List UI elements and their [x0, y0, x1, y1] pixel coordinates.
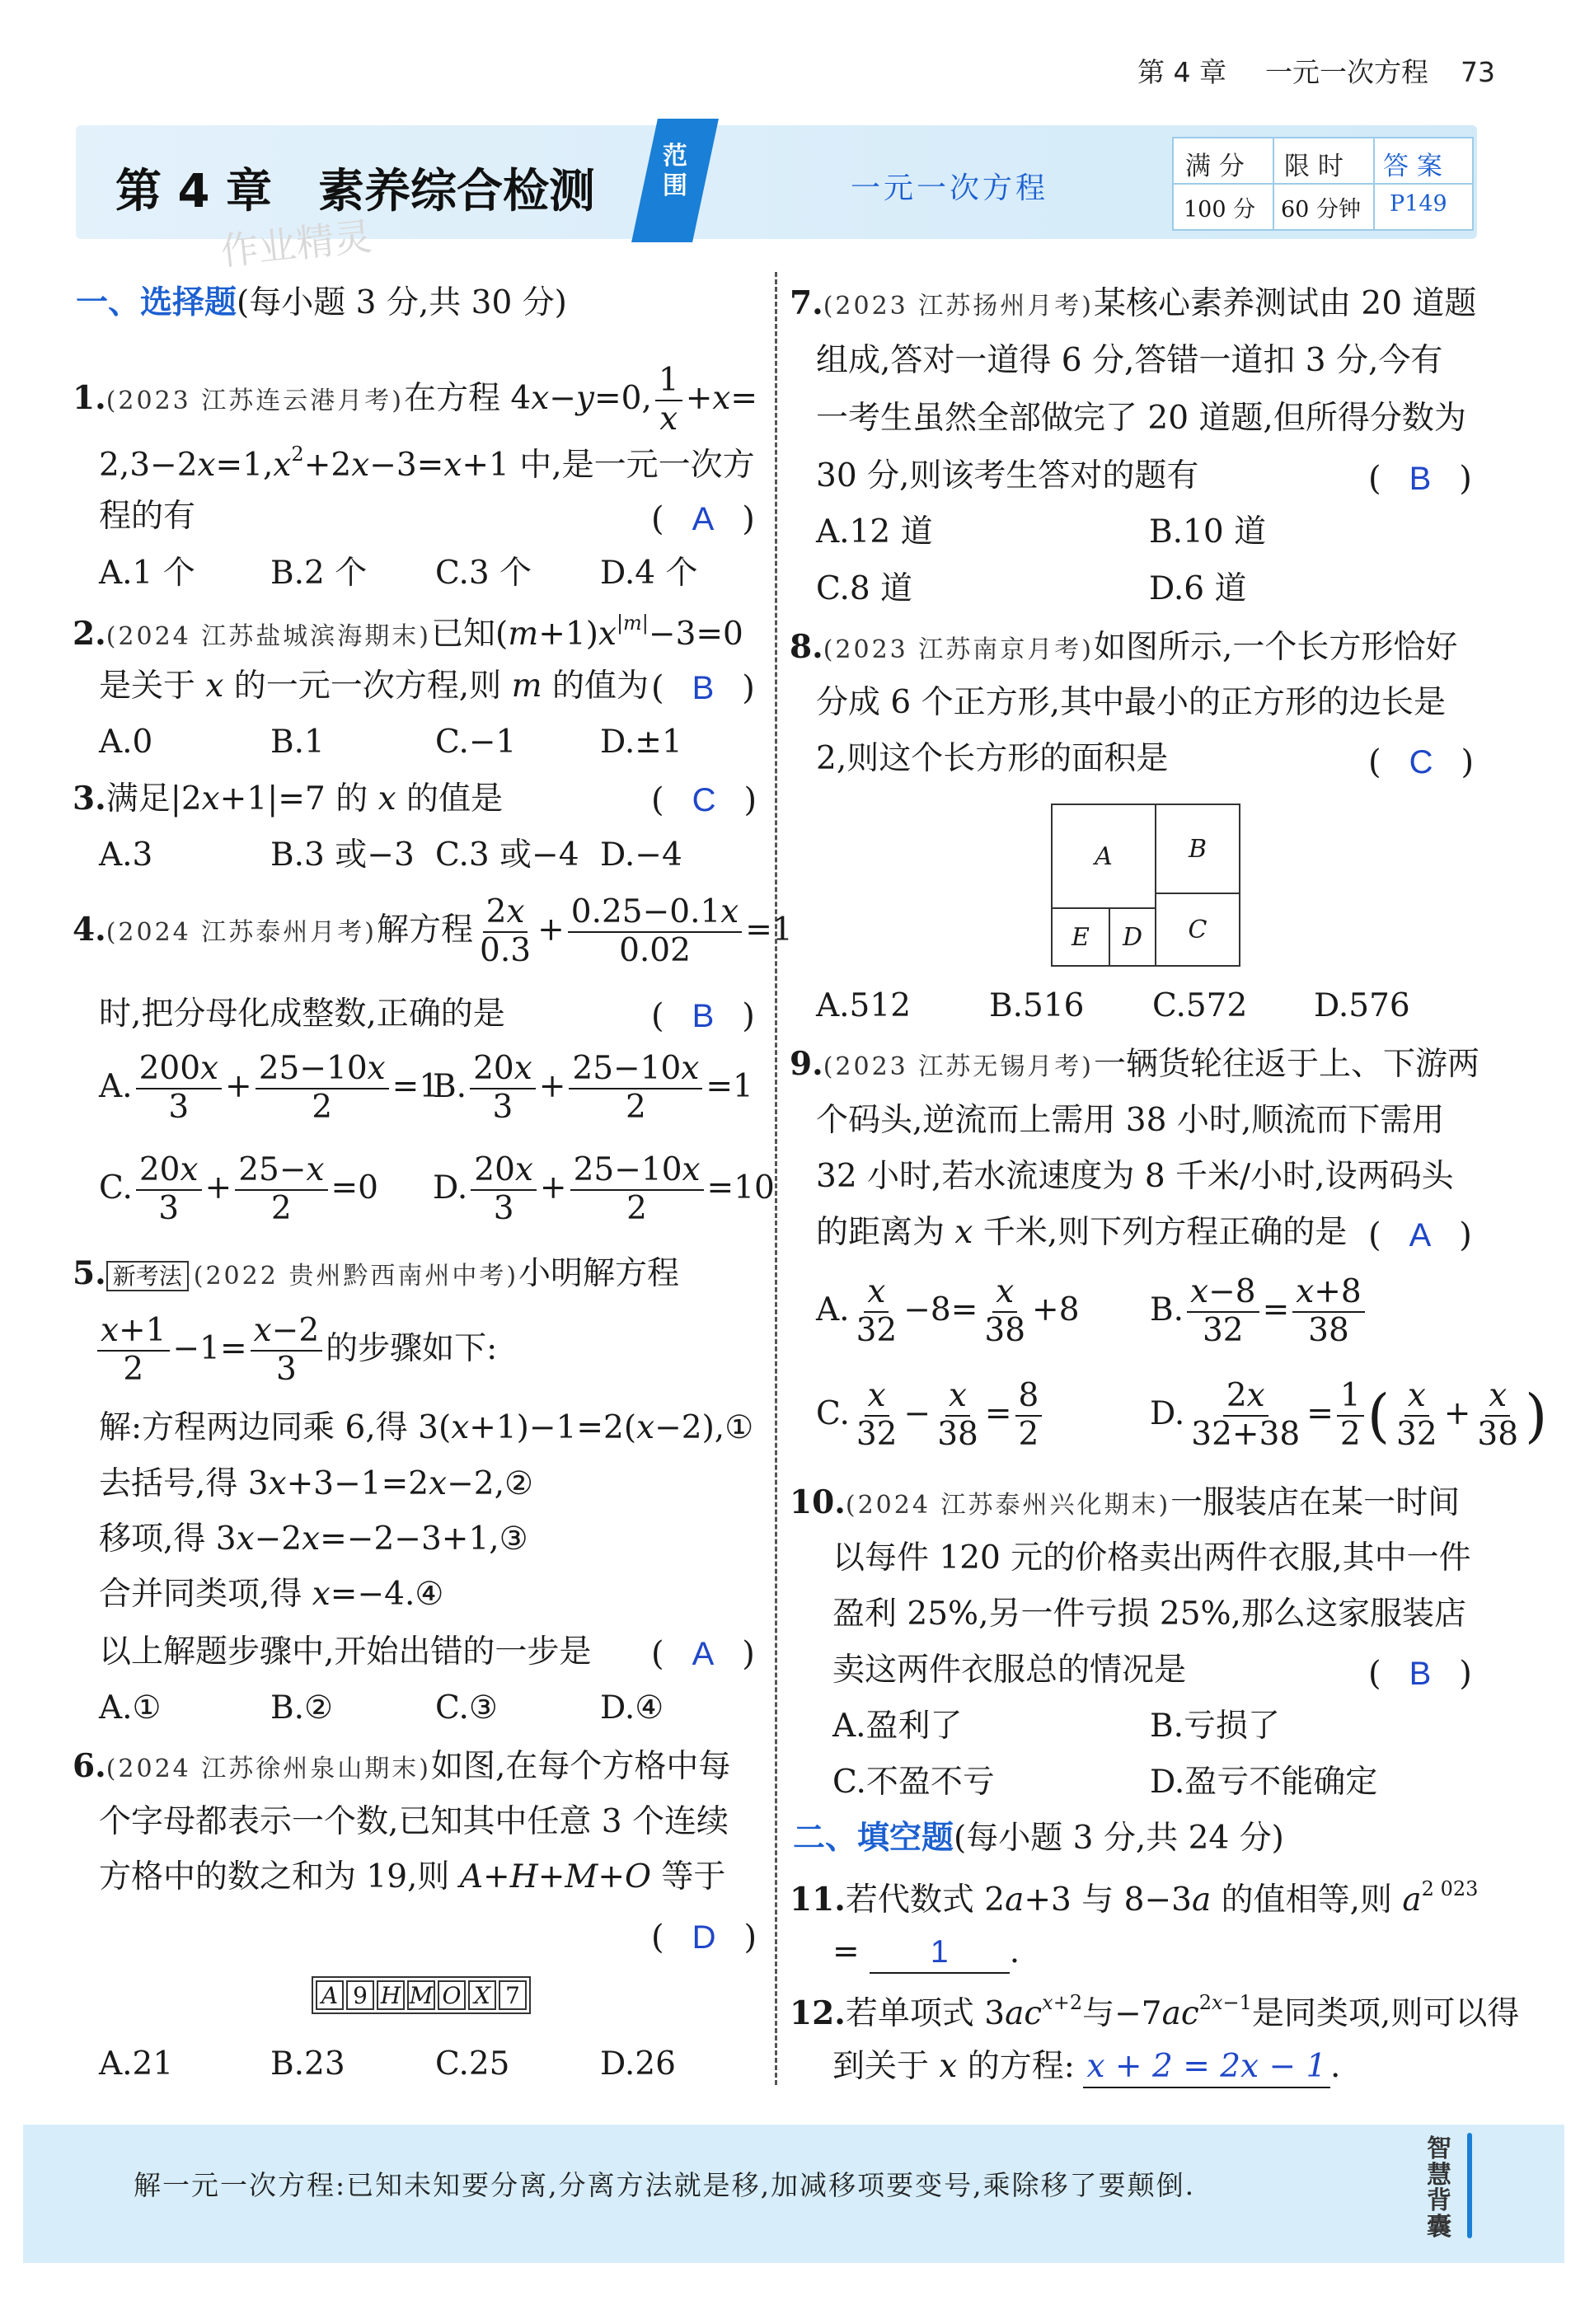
- section-choice-note: (每小题 3 分,共 30 分): [237, 284, 567, 321]
- answer-paren: ( B ): [1368, 460, 1472, 498]
- question-2-line-1: 2.(2024 江苏盐城滨海期末)已知$(m+1)x^{|m|}-3=0$: [73, 611, 743, 653]
- question-7-line-1: 7.(2023 江苏扬州月考)某核心素养测试由 20 道题: [790, 284, 1477, 322]
- chapter-banner: [76, 125, 1477, 274]
- option: B.②: [270, 1689, 334, 1727]
- question-4-option-a: A. $\frac{200x}{3}$ + $\frac{25-10x}{2}$ =1: [99, 1050, 440, 1126]
- question-1-options: [99, 555, 698, 593]
- question-number: 11.: [790, 1881, 846, 1919]
- answer: D: [692, 1919, 716, 1956]
- question-1-line-1: 1.(2023 江苏连云港月考)在方程 4x−y=0, $\frac{1}{x}$ +x=: [73, 362, 758, 438]
- option: B.516: [989, 987, 1085, 1024]
- question-number: 8.: [790, 628, 823, 666]
- question-4-line-2: 时,把分母化成整数,正确的是: [99, 996, 505, 1033]
- answer: x + 2 = 2x − 1: [1086, 2048, 1327, 2085]
- question-source: (2024 江苏徐州泉山期末): [106, 1755, 432, 1783]
- answer: A: [692, 501, 715, 537]
- strip-cell: O: [438, 1980, 466, 2010]
- question-2-line-2: 是关于 x 的一元一次方程,则 m 的值为: [99, 668, 649, 705]
- question-3-line-1: 3.满足|2x+1|=7 的 x 的值是: [73, 780, 503, 818]
- question-8-options: [816, 987, 1410, 1026]
- question-9-option-a: A. $\frac{x}{32}$ −8= $\frac{x}{38}$ +8: [816, 1273, 1080, 1349]
- section-fill-heading: [793, 1820, 1284, 1858]
- square-b: B: [1155, 804, 1240, 894]
- question-source: (2023 江苏扬州月考): [823, 292, 1095, 321]
- question-source: (2024 江苏泰州兴化期末): [845, 1491, 1171, 1520]
- answer-paren: ( B ): [1368, 1655, 1472, 1693]
- question-10-line-1: 10.(2024 江苏泰州兴化期末)一服装店在某一时间: [790, 1483, 1461, 1521]
- question-9-line-4: 的距离为 x 千米,则下列方程正确的是: [816, 1214, 1348, 1251]
- question-source: (2023 江苏南京月考): [823, 635, 1095, 664]
- question-7-line-3: 一考生虽然全部做完了 20 道题,但所得分数为: [816, 400, 1466, 437]
- option: D.盈亏不能确定: [1150, 1764, 1378, 1801]
- question-9-option-b: B. $\frac{x-8}{32}$ = $\frac{x+8}{38}$: [1150, 1274, 1368, 1350]
- info-header-score: 满 分: [1185, 152, 1245, 181]
- question-5-options: [99, 1689, 664, 1728]
- answer: A: [692, 1636, 715, 1672]
- option: B.3 或−3: [270, 836, 415, 874]
- info-table: [1172, 137, 1474, 231]
- question-10-options-row-2: [832, 1764, 1377, 1802]
- question-source: (2022 贵州黔西南州中考): [193, 1262, 519, 1291]
- question-5-step-4: 合并同类项,得 x=−4.④: [99, 1576, 444, 1613]
- section-choice-heading: [76, 284, 567, 323]
- info-header-time: 限 时: [1284, 152, 1343, 181]
- question-number: 5.: [73, 1254, 106, 1292]
- scope: 一元一次方程: [851, 171, 1049, 205]
- section-fill-title: 二、填空题: [793, 1820, 954, 1857]
- footer-side-label: 智慧背囊: [1427, 2134, 1451, 2242]
- question-8-line-3: 2,则这个长方形的面积是: [816, 740, 1169, 777]
- question-number: 3.: [73, 780, 106, 818]
- watermark: 作业精灵: [218, 213, 374, 274]
- info-value-answer: P149: [1390, 191, 1447, 217]
- question-1-line-2: $2,3-2x=1,x^2+2x-3=x+1$ 中,是一元一次方: [99, 443, 755, 484]
- question-6-line-2: 个字母都表示一个数,已知其中任意 3 个连续: [99, 1803, 729, 1840]
- question-source: (2023 江苏无锡月考): [823, 1052, 1095, 1081]
- footer-tip-bar: [23, 2125, 1564, 2263]
- answer: C: [692, 782, 716, 818]
- column-divider: [775, 272, 777, 2085]
- question-11-line-2: = 1 .: [832, 1933, 1020, 1974]
- option: B.亏损了: [1150, 1708, 1281, 1745]
- question-5-line-7: 以上解题步骤中,开始出错的一步是: [99, 1633, 592, 1670]
- answer: B: [692, 998, 715, 1034]
- option: B.1: [270, 724, 325, 761]
- answer: B: [1409, 461, 1432, 497]
- question-5-line-2: $\frac{x+1}{2}$ −1= $\frac{x-2}{3}$ 的步骤如下:: [94, 1313, 497, 1389]
- strip-cell: 7: [499, 1980, 527, 2010]
- option: D.±1: [600, 724, 682, 761]
- question-9-line-2: 个码头,逆流而上需用 38 小时,顺流而下需用: [816, 1102, 1445, 1139]
- running-header-title: 一元一次方程: [1264, 56, 1428, 88]
- question-12-line-2: 到关于 x 的方程: x + 2 = 2x − 1 .: [832, 2048, 1340, 2088]
- question-number: 2.: [73, 615, 106, 653]
- question-8-line-2: 分成 6 个正方形,其中最小的正方形的边长是: [816, 684, 1447, 721]
- answer: B: [692, 670, 715, 706]
- question-number: 7.: [790, 284, 823, 322]
- page-number: 73: [1460, 56, 1495, 88]
- option: B.2 个: [270, 555, 368, 592]
- answer-paren: ( D ): [651, 1919, 757, 1956]
- question-number: 10.: [790, 1483, 846, 1521]
- option: D.6 道: [1149, 570, 1247, 607]
- option: A.3: [99, 836, 153, 874]
- new-method-tag: 新考法: [106, 1261, 189, 1291]
- question-9-option-d: D. $\frac{2x}{32+38}$ = $\frac{1}{2}$ ( $\frac{x}{32}$ + $\frac{x}{38}$ ): [1150, 1377, 1548, 1453]
- question-number: 6.: [73, 1747, 106, 1785]
- answer-paren: ( B ): [651, 669, 755, 707]
- option: A.①: [99, 1689, 162, 1727]
- running-header: [1137, 51, 1495, 90]
- option: D.4 个: [600, 555, 698, 592]
- option: C.3 或−4: [435, 836, 579, 874]
- question-11-line-1: 11.若代数式 2a+3 与 8−3a 的值相等,则 $a^{2 023}$: [790, 1877, 1479, 1919]
- question-2-options: [99, 724, 682, 762]
- strip-cell: A: [316, 1980, 344, 2010]
- option: C.8 道: [816, 570, 913, 607]
- answer-paren: ( B ): [651, 997, 755, 1035]
- answer: C: [1409, 744, 1433, 780]
- answer: B: [1409, 1656, 1432, 1692]
- option: C.③: [435, 1689, 498, 1727]
- footer-side-rule: [1467, 2133, 1472, 2238]
- question-5-step-3: 移项,得 3x−2x=−2−3+1,③: [99, 1520, 528, 1558]
- question-7-line-4: 30 分,则该考生答对的题有: [816, 457, 1199, 494]
- option: A.12 道: [816, 513, 933, 551]
- info-value-time: 60 分钟: [1281, 197, 1361, 223]
- answer: 1: [930, 1934, 949, 1970]
- square-e: E: [1051, 907, 1110, 967]
- question-10-options-row-1: [832, 1708, 1280, 1746]
- question-5-step-1: 解:方程两边同乘 6,得 3(x+1)−1=2(x−2),①: [99, 1409, 754, 1446]
- question-4-option-b: B. $\frac{20x}{3}$ + $\frac{25-10x}{2}$ =1: [433, 1050, 753, 1126]
- info-value-score: 100 分: [1184, 197, 1256, 223]
- question-number: 12.: [790, 1994, 846, 2032]
- question-4-option-d: D. $\frac{20x}{3}$ + $\frac{25-10x}{2}$ =10: [433, 1151, 775, 1227]
- info-header-answer: 答 案: [1383, 152, 1442, 181]
- letter-strip: [312, 1976, 531, 2014]
- question-4-line-1: 4.(2024 江苏泰州月考)解方程 $\frac{2x}{0.3}$ + $\frac{0.25-0.1x}{0.02}$ =1: [73, 893, 793, 969]
- option: D.−4: [600, 836, 682, 874]
- question-number: 4.: [73, 910, 106, 949]
- strip-cell: 9: [346, 1980, 374, 2010]
- question-6-line-3: 方格中的数之和为 19,则 A+H+M+O 等于: [99, 1858, 726, 1895]
- question-source: (2024 江苏盐城滨海期末): [106, 622, 432, 651]
- question-12-line-1: 12.若单项式 $3ac^{x+2}$与$-7ac^{2x-1}$是同类项,则可以得: [790, 1991, 1520, 2032]
- option: C.3 个: [435, 555, 532, 592]
- rectangle-figure: [1051, 804, 1240, 967]
- question-source: (2024 江苏泰州月考): [106, 917, 377, 947]
- option: A.0: [99, 724, 153, 761]
- section-choice-title: 一、选择题: [76, 284, 237, 321]
- answer-paren: ( A ): [651, 1635, 755, 1673]
- question-9-option-c: C. $\frac{x}{32}$ − $\frac{x}{38}$ = $\frac{8}{2}$: [816, 1378, 1045, 1454]
- footer-tip: 解一元一次方程:已知未知要分离,分离方法就是移,加减移项要变号,乘除移了要颠倒.: [134, 2169, 1196, 2201]
- question-10-line-4: 卖这两件衣服总的情况是: [832, 1652, 1187, 1689]
- option: A.1 个: [99, 555, 195, 592]
- option: A.盈利了: [832, 1708, 963, 1745]
- question-source: (2023 江苏连云港月考): [106, 386, 405, 415]
- question-5-step-2: 去括号,得 3x+3−1=2x−2,②: [99, 1465, 533, 1502]
- question-7-options-row-1: [816, 513, 1266, 552]
- question-10-line-2: 以每件 120 元的价格卖出两件衣服,其中一件: [832, 1539, 1471, 1577]
- page-title: 第 4 章 素养综合检测: [115, 165, 595, 218]
- square-a: A: [1051, 804, 1156, 909]
- option: A.512: [816, 987, 912, 1024]
- question-6-options: [99, 2045, 676, 2084]
- option: C.25: [435, 2045, 510, 2083]
- option: B.23: [270, 2045, 345, 2083]
- question-5-line-1: 5. 新考法 (2022 贵州黔西南州中考)小明解方程: [73, 1254, 680, 1292]
- option: D.④: [600, 1689, 664, 1727]
- question-7-options-row-2: [816, 570, 1247, 609]
- option: D.26: [600, 2045, 676, 2083]
- question-number: 1.: [73, 378, 106, 417]
- square-c: C: [1155, 893, 1240, 967]
- strip-cell: H: [377, 1980, 405, 2010]
- square-d: D: [1109, 907, 1156, 967]
- option: C.−1: [435, 724, 517, 761]
- question-number: 9.: [790, 1045, 823, 1083]
- question-1-line-3: 程的有: [99, 498, 196, 535]
- answer: A: [1409, 1217, 1432, 1253]
- option: B.10 道: [1149, 513, 1267, 551]
- question-10-line-3: 盈利 25%,另一件亏损 25%,那么这家服装店: [832, 1595, 1466, 1633]
- option: D.576: [1314, 987, 1410, 1024]
- option: C.不盈不亏: [832, 1764, 995, 1801]
- section-fill-note: (每小题 3 分,共 24 分): [954, 1820, 1284, 1857]
- answer-paren: ( A ): [651, 500, 755, 538]
- question-3-options: [99, 836, 682, 875]
- strip-cell: X: [468, 1980, 496, 2010]
- running-header-chapter: 第 4 章: [1137, 56, 1226, 88]
- option: C.572: [1152, 987, 1248, 1024]
- option: A.21: [99, 2045, 174, 2083]
- answer-paren: ( A ): [1368, 1216, 1472, 1254]
- question-8-line-1: 8.(2023 江苏南京月考)如图所示,一个长方形恰好: [790, 628, 1458, 666]
- question-7-line-2: 组成,答对一道得 6 分,答错一道扣 3 分,今有: [816, 342, 1443, 379]
- question-4-option-c: C. $\frac{20x}{3}$ + $\frac{25-x}{2}$ =0: [99, 1151, 378, 1227]
- scope-tag: 范围: [663, 142, 687, 200]
- question-6-line-1: 6.(2024 江苏徐州泉山期末)如图,在每个方格中每: [73, 1747, 731, 1785]
- question-9-line-3: 32 小时,若水流速度为 8 千米/小时,设两码头: [816, 1158, 1454, 1195]
- answer-paren: ( C ): [651, 781, 757, 819]
- question-9-line-1: 9.(2023 江苏无锡月考)一辆货轮往返于上、下游两: [790, 1045, 1480, 1083]
- strip-cell: M: [407, 1980, 435, 2010]
- answer-paren: ( C ): [1368, 743, 1475, 781]
